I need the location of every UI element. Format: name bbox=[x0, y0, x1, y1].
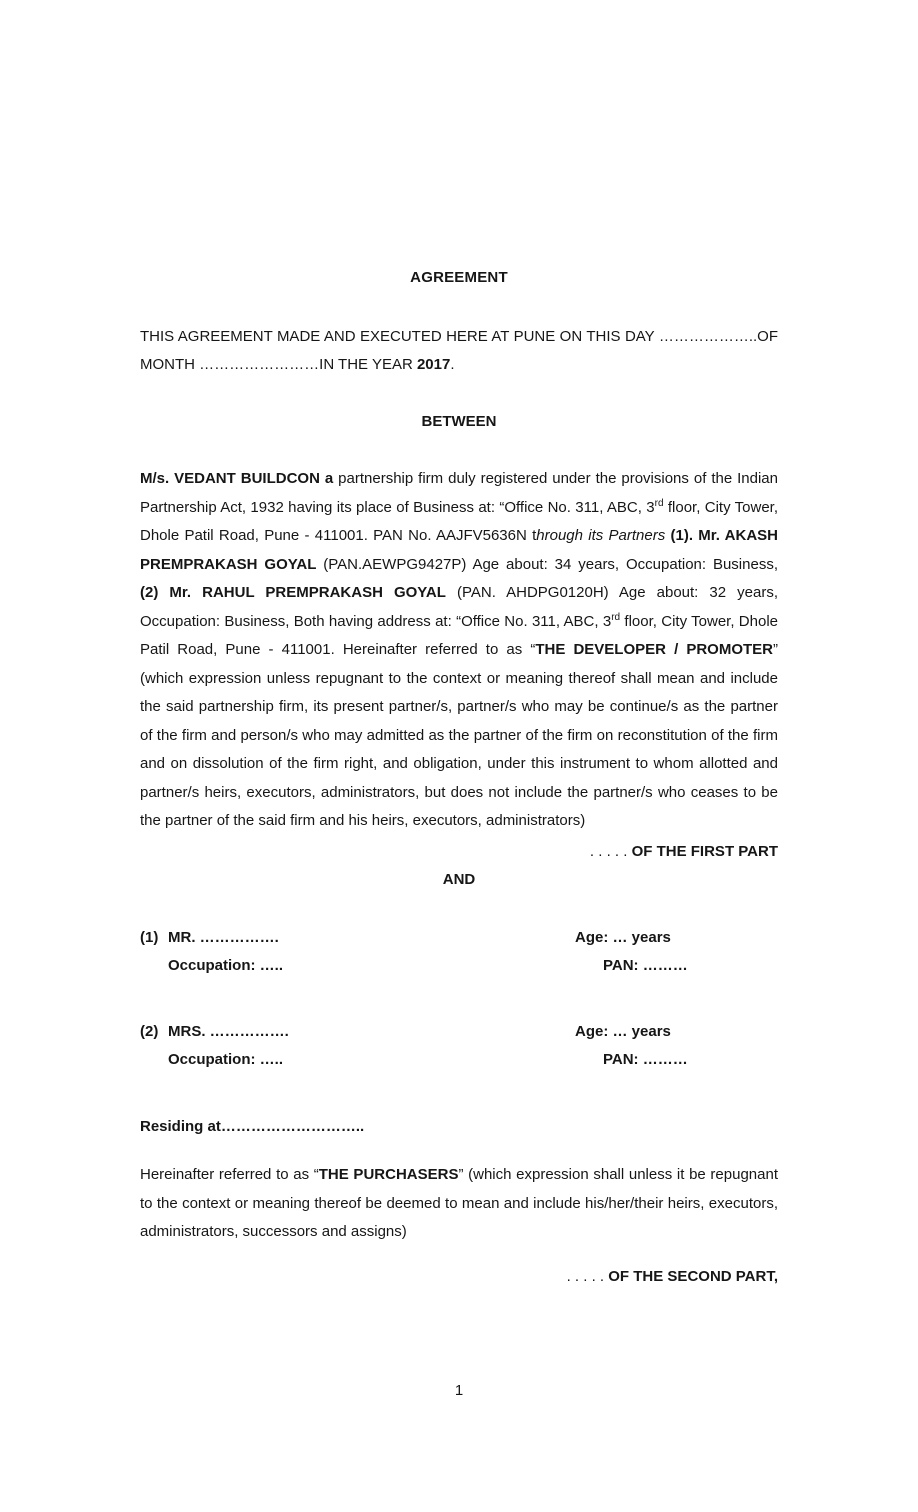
and-heading: AND bbox=[442, 871, 476, 888]
residing-at-line: Residing at……………………….. bbox=[140, 1117, 365, 1135]
party-2-name-line: MRS. ……………. bbox=[168, 1022, 289, 1040]
party-1-number: (1) bbox=[140, 928, 159, 946]
party-2-age: Age: … years bbox=[575, 1022, 671, 1040]
party-1-pan: PAN: ……… bbox=[603, 957, 688, 974]
party-1-name-cell bbox=[140, 924, 575, 953]
parties-section bbox=[140, 924, 778, 1075]
party-1-name-line: MR. ……………. bbox=[168, 928, 279, 946]
party-1-occupation: Occupation: ….. bbox=[168, 957, 284, 974]
purchasers-paragraph: Hereinafter referred to as “THE PURCHASERS” (which expression shall unless it be repugnant to the context or meaning thereof be deemed to mean and include his/her/their heirs, executors, administrators, successors and assigns) bbox=[140, 1166, 778, 1240]
party-1-occupation-row bbox=[140, 952, 778, 981]
party-2-occupation: Occupation: ….. bbox=[168, 1051, 284, 1068]
party-block-2 bbox=[140, 1018, 778, 1075]
intro-paragraph: THIS AGREEMENT MADE AND EXECUTED HERE AT PUNE ON THIS DAY ………………..OF MONTH ……………………IN THE YEAR 2017. bbox=[140, 327, 778, 373]
party-block-1 bbox=[140, 924, 778, 981]
party-2-name-row bbox=[140, 1018, 778, 1047]
between-heading: BETWEEN bbox=[421, 412, 497, 430]
second-part-line: . . . . . OF THE SECOND PART, bbox=[566, 1267, 778, 1285]
document-title: AGREEMENT bbox=[410, 269, 508, 286]
party-2-occupation-row bbox=[140, 1046, 778, 1075]
page-number: 1 bbox=[454, 1382, 464, 1399]
first-part-line: . . . . . OF THE FIRST PART bbox=[589, 842, 778, 860]
party-2-name-cell bbox=[140, 1018, 575, 1047]
party-2-pan: PAN: ……… bbox=[603, 1051, 688, 1068]
party-2-number: (2) bbox=[140, 1022, 159, 1040]
developer-paragraph: M/s. VEDANT BUILDCON a partnership firm duly registered under the provisions of the Indian Partnership Act, 1932 having its place of Business at: “Office No. 311, ABC, 3rd floor, City Tower, Dhole Patil Road, Pune - 411001. PAN No. AAJFV5636N through its Partners (1). Mr. AKASH PREMPRAKASH GOYAL (PAN.AEWPG9427P) Age about: 34 years, Occupation: Business, (2) Mr. RAHUL PREMPRAKASH GOYAL (PAN. AHDPG0120H) Age about: 32 years, Occupation: Business, Both having address at: “Office No. 311, ABC, 3rd floor, City Tower, Dhole Patil Road, Pune - 411001. Hereinafter referred to as “THE DEVELOPER / PROMOTER” (which expression unless repugnant to the context or meaning thereof shall mean and include the said partnership firm, its present partner/s, partner/s who may be continue/s as the partner of the firm and person/s who may admitted as the partner of the firm on reconstitution of the firm and on dissolution of the firm right, and obligation, under this instrument to whom allotted and partner/s heirs, executors, administrators, but does not include the partner/s who ceases to be the partner of the said firm and his heirs, executors, administrators) bbox=[140, 470, 779, 829]
party-1-age: Age: … years bbox=[575, 928, 671, 946]
party-1-name-row bbox=[140, 924, 778, 953]
